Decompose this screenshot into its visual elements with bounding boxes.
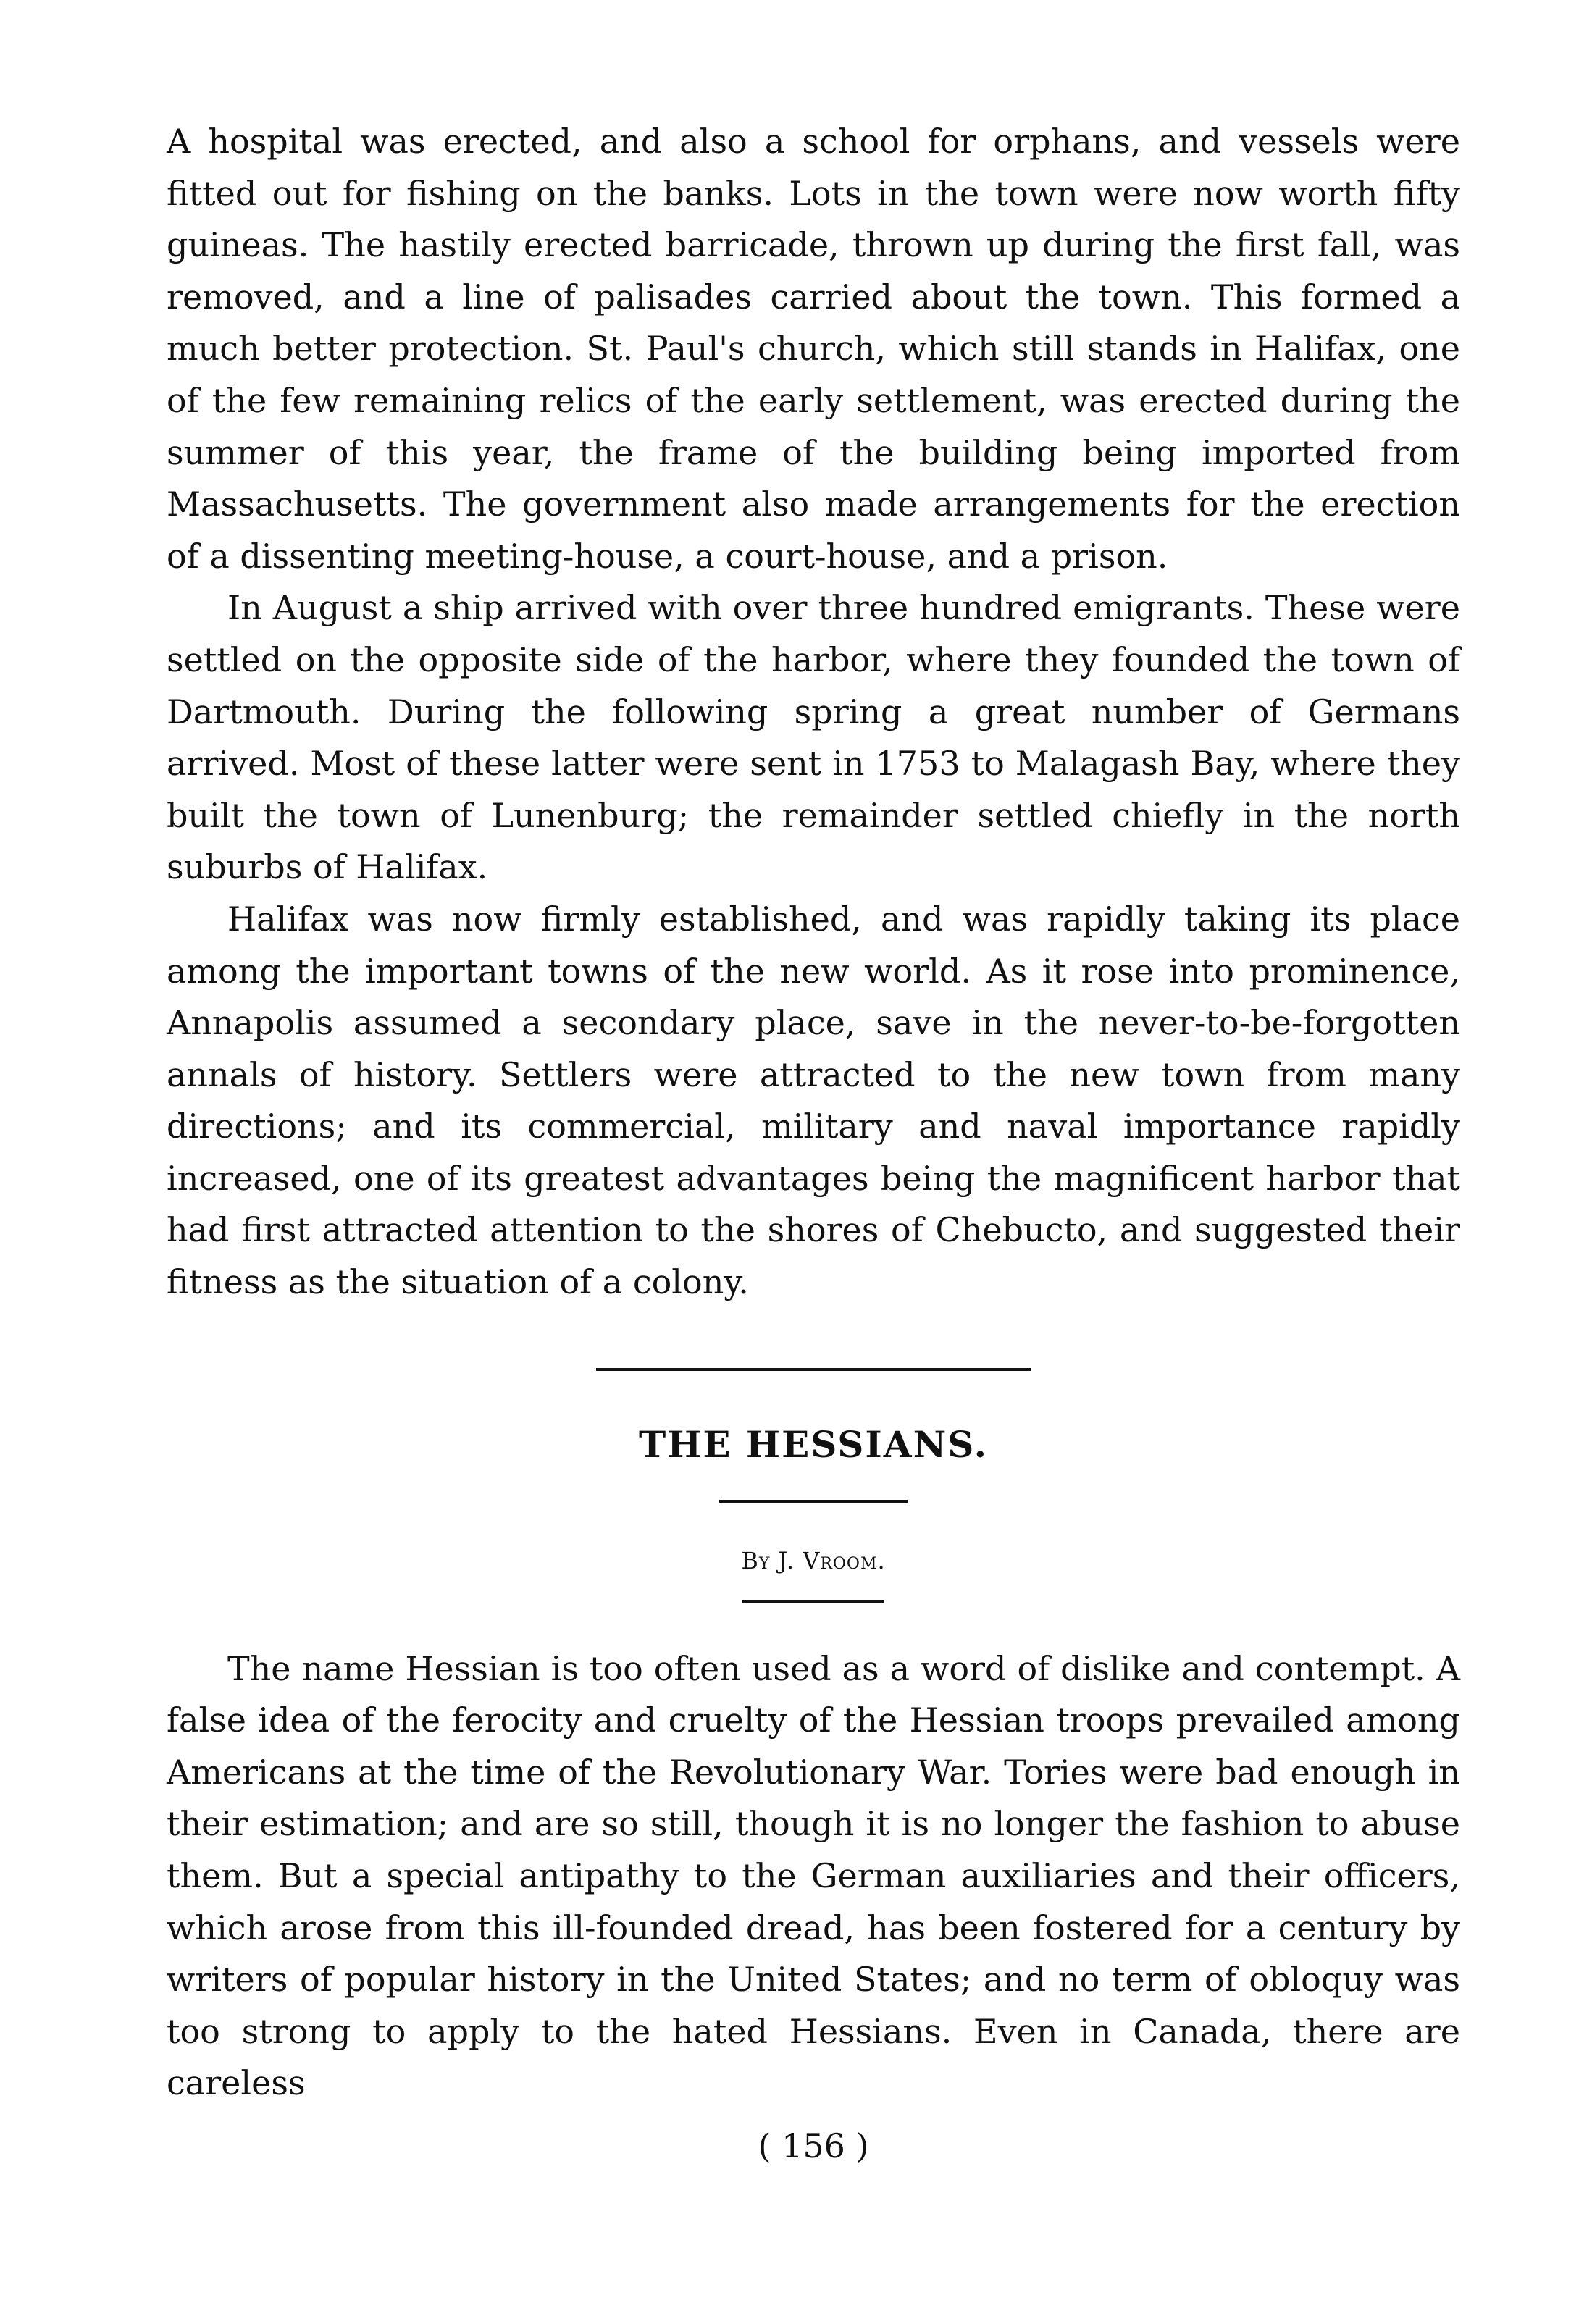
page-number: ( 156 ) (758, 2126, 869, 2165)
paragraph: Halifax was now firmly established, and was rapidly taking its place among the important towns of the new world. As it rose into prominence, Annapolis assumed a secondary place, save in the never-to-be-forgotten annals of history. Settlers were attracted to the new town from many directions; and its commercial, military and naval importance rapidly increased, one of its greatest advantages being the magnificent harbor that had first attracted attention to the shores of Chebucto, and suggested their fitness as the situation of a colony. (167, 899, 1460, 1302)
article-title: THE HESSIANS. (638, 1422, 989, 1466)
paragraph: A hospital was erected, and also a school for orphans, and vessels were fitted out for fishing on the banks. Lots in the town were now worth fifty guineas. The hastily erected barricade, thrown up during the first fall, was removed, and a line of palisades carried about the town. This formed a much better protection. St. Paul's church, which still stands in Halifax, one of the few remaining relics of the early settlement, was erected during the summer of this year, the frame of the building being imported from Massachusetts. The government also made arrangements for the erection of a dissenting meeting-house, a court-house, and a prison. (167, 122, 1460, 576)
byline-rule (742, 1600, 884, 1603)
paragraph: The name Hessian is too often used as a word of dislike and contempt. A false idea of the ferocity and cruelty of the Hessian troops prevailed among Americans at the time of the Revolutionary War. Tories were bad enough in their estimation; and are so still, though it is no longer the fashion to abuse them. But a special antipathy to the German auxiliaries and their officers, which arose from this ill-founded dread, has been fostered for a century by writers of popular history in the United States; and no term of obloquy was too strong to apply to the hated Hessians. Even in Canada, there are careless (167, 1648, 1460, 2103)
title-rule (719, 1500, 908, 1503)
article-halifax (167, 116, 1460, 1309)
author-byline: By J. Vroom. (741, 1546, 886, 1574)
section-divider (596, 1368, 1031, 1371)
paragraph: In August a ship arrived with over three hundred emigrants. These were settled on the opposite side of the harbor, where they founded the town of Dartmouth. During the following spring a great number of Germans arrived. Most of these latter were sent in 1753 to Malagash Bay, where they built the town of Lunenburg; the remainder settled chiefly in the north suburbs of Halifax. (167, 588, 1460, 887)
book-page (167, 116, 1460, 2168)
article-hessians (167, 1423, 1460, 2110)
